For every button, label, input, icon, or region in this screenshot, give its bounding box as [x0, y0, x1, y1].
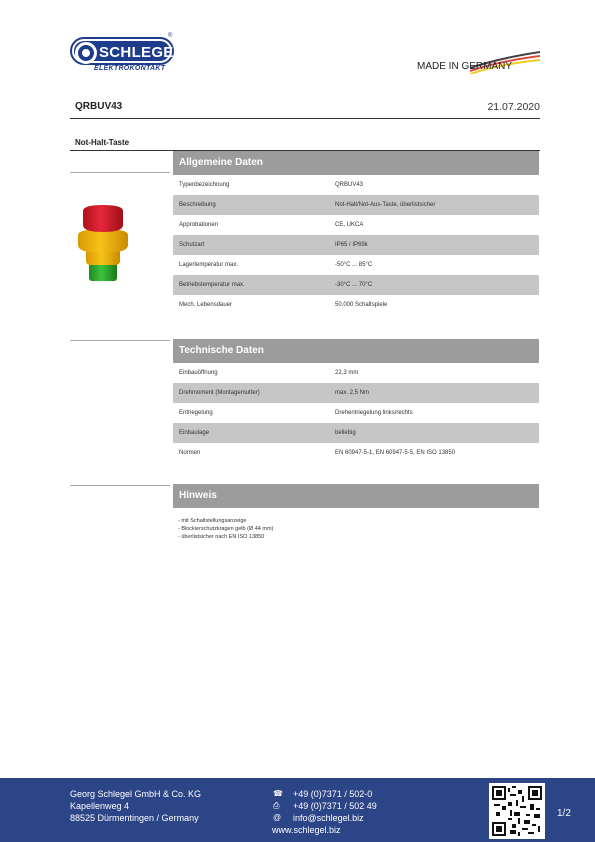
section-header: Hinweis — [173, 484, 539, 508]
company-name: Georg Schlegel GmbH & Co. KG — [70, 789, 202, 799]
general-data-section — [173, 151, 539, 315]
schlegel-logo — [70, 33, 184, 73]
header-divider — [70, 118, 540, 119]
table-row: Beschreibung Not-Halt/Not-Aus-Taste, überlistsicher — [173, 195, 539, 215]
table-row: Schutzart IP65 / IP69k — [173, 235, 539, 255]
made-in-germany: MADE IN GERMANY — [417, 61, 513, 72]
section-header: Technische Daten — [173, 339, 539, 363]
email-link[interactable]: info@schlegel.biz — [293, 813, 364, 823]
list-item: - überlistsicher nach EN ISO 13850 — [178, 534, 265, 540]
registered-mark: ® — [168, 33, 173, 39]
table-row: Lagertemperatur max. -50°C ... 85°C — [179, 262, 373, 268]
phone-icon: ☎ — [273, 789, 283, 798]
product-code: QRBUV43 — [75, 101, 123, 112]
table-row: Approbationen CE, UKCA — [179, 222, 364, 228]
qr-code — [489, 783, 545, 839]
table-row: Mech. Lebensdauer 50.000 Schaltspiele — [179, 302, 388, 308]
technical-data-section — [173, 339, 539, 463]
document-date: 21.07.2020 — [487, 101, 540, 113]
company-city: 88525 Dürmentingen / Germany — [70, 813, 199, 823]
company-street: Kapellenweg 4 — [70, 801, 130, 811]
product-title: Not-Halt-Taste — [75, 138, 130, 147]
section-header: Allgemeine Daten — [173, 151, 539, 175]
email-icon: @ — [273, 813, 282, 822]
website-link[interactable]: www.schlegel.biz — [272, 825, 341, 835]
list-item: - Blockierschutzkragen gelb (Ø 44 mm) — [178, 526, 274, 532]
fax-icon: ⎙ — [273, 801, 280, 810]
table-row: Einbauöffnung 22,3 mm — [179, 370, 359, 376]
footer — [0, 778, 595, 842]
table-row: Drehmoment (Montagemutter) max. 2,5 Nm — [173, 383, 539, 403]
table-row: Betriebstemperatur max. -30°C ... 70°C — [173, 275, 539, 295]
note-section — [173, 484, 539, 508]
table-row: Typenbezeichnung QRBUV43 — [179, 182, 364, 188]
table-row: Normen EN 60947-5-1, EN 60947-5-5, EN ISO 13850 — [179, 450, 456, 456]
section-divider — [70, 340, 170, 341]
table-row: Einbaulage beliebig — [173, 423, 539, 443]
section-divider — [70, 172, 170, 173]
list-item: - mit Schaltstellungsanzeige — [178, 518, 247, 524]
logo-subline: ELEKTROKONTAKT — [94, 65, 166, 72]
fax-number: +49 (0)7371 / 502 49 — [293, 801, 377, 811]
page-number: 1/2 — [557, 808, 571, 819]
section-divider — [70, 485, 170, 486]
logo-ring-icon — [75, 42, 97, 64]
logo-oval — [70, 37, 184, 65]
logo-wordmark: SCHLEGEL — [99, 44, 184, 61]
table-row: Entriegelung Drehentriegelung links/rechts — [179, 410, 413, 416]
emergency-stop-button-image — [76, 205, 130, 287]
phone-number: +49 (0)7371 / 502-0 — [293, 789, 373, 799]
note-list — [178, 517, 273, 541]
